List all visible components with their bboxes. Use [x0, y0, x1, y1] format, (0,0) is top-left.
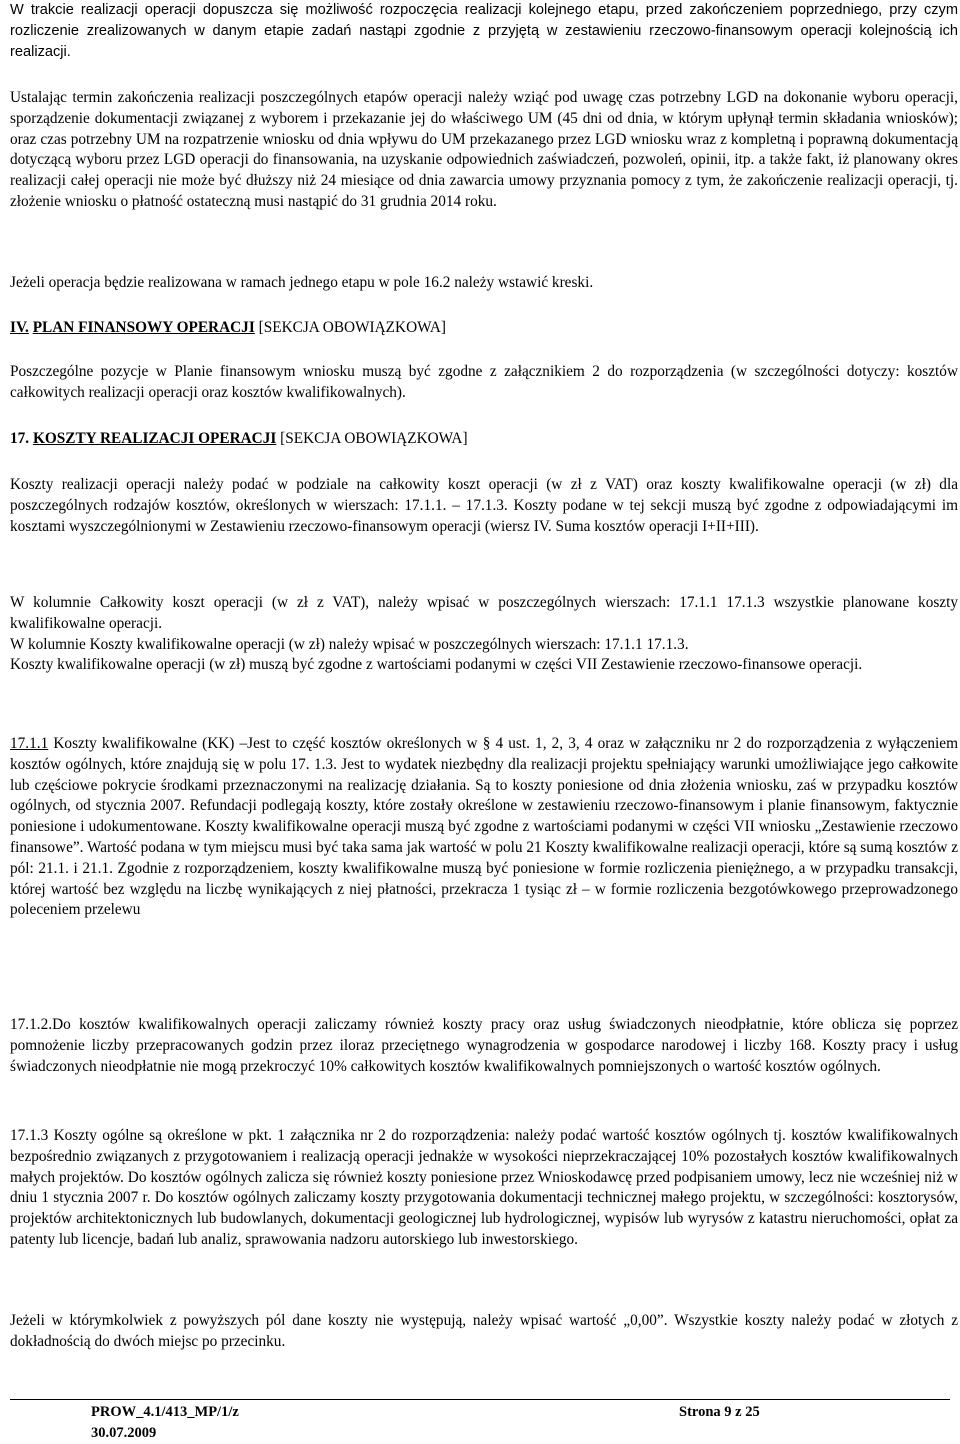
section-iv-tag: [SEKCJA OBOWIĄZKOWA] — [254, 319, 446, 336]
item-17-1-1-text: Koszty kwalifikowalne (KK) –Jest to część kosztów określonych w § 4 ust. 1, 2, 3, 4 oraz w załączniku nr 2 do rozporządzenia z wyłączeniem kosztów ogólnych, które znajdują się w polu 17. 1.3. Jest to wydatek niezbędny dla realizacji projektu spełniający warunki umożliwiające jego całkowite lub częściowe pokrycie środkami przeznaczonymi na realizację działania. Są to koszty poniesione od dnia złożenia wniosku, zaś w przypadku kosztów ogólnych, od stycznia 2007. Refundacji podlegają koszty, które zostały określone w zestawieniu rzeczowo-finansowym i planie finansowym, faktycznie poniesione i udokumentowane. Koszty kwalifikowalne operacji muszą być zgodne z wartościami podanymi w części VII wniosku „Zestawienie rzeczowo finansowe”. Wartość podana w tym miejscu musi być taka sama jak wartość w polu 21 Koszty kwalifikowalne realizacji operacji, które są sumą kosztów z pól: 21.1. i 21.1. Zgodnie z rozporządzeniem, koszty kwalifikowalne muszą być poniesione w formie rozliczenia pieniężnego, a w przypadku transakcji, której wartość bez względu na liczbę wynikających z niej płatności, przekracza 1 tysiąc zł – w formie rozliczenia bezgotówkowego przeprowadzonego poleceniem przelewu — [10, 735, 958, 919]
intro-paragraph: W trakcie realizacji operacji dopuszcza się możliwość rozpoczęcia realizacji kolejnego etapu, przed zakończeniem poprzedniego, przy czym rozliczenie zrealizowanych w danym etapie zadań nastąpi zgodnie z przyjętą w zestawieniu rzeczowo-finansowym operacji kolejnością ich realizacji. — [10, 2, 958, 60]
section-iv-number: IV. — [10, 319, 29, 336]
section-17-tag: [SEKCJA OBOWIĄZKOWA] — [276, 430, 468, 447]
single-stage-note: Jeżeli operacja będzie realizowana w ramach jednego etapu w pole 16.2 należy wstawić kreski. — [10, 274, 594, 291]
section-iv-title: PLAN FINANSOWY OPERACJI — [32, 319, 255, 336]
columns-total-cost: W kolumnie Całkowity koszt operacji (w zł z VAT), należy wpisać w poszczególnych wierszach: 17.1.1 17.1.3 wszystkie planowane koszty kwalifikowalne operacji. — [10, 594, 958, 632]
deadline-paragraph: Ustalając termin zakończenia realizacji poszczególnych etapów operacji należy wziąć pod uwagę czas potrzebny LGD na dokonanie wyboru operacji, sporządzenie dokumentacji związanej z wyborem i przekazanie jej do właściwego UM (45 dni od dnia, w którym upłynął termin składania wniosków); oraz czas potrzebny UM na rozpatrzenie wniosku od dnia wpływu do UM przekazanego przez LGD wniosku wraz z kompletną i poprawną dokumentacją dotyczącą wyboru przez LGD operacji do finansowania, na uzyskanie odpowiednich zaświadczeń, pozwoleń, opinii, itp. a także fakt, iż planowany okres realizacji całej operacji nie może być dłuższy niż 24 miesiące od dnia zawarcia umowy przyznania pomocy z tym, że zakończenie realizacji operacji, tj. złożenie wniosku o płatność ostateczną musi nastąpić do 31 grudnia 2014 roku. — [10, 89, 958, 210]
columns-eligible-note: Koszty kwalifikowalne operacji (w zł) muszą być zgodne z wartościami podanymi w części VII Zestawienie rzeczowo-finansowe operacji. — [10, 656, 863, 674]
section-17-body: Koszty realizacji operacji należy podać w podziale na całkowity koszt operacji (w zł z VAT) oraz koszty kwalifikowalne operacji (w zł) dla poszczególnych rodzajów kosztów, określonych w wierszach: 17.1.1. – 17.1.3. Koszty podane w tej sekcji muszą być zgodne z odpowiadającymi im kosztami wyszczególnionymi w Zestawieniu rzeczowo-finansowym operacji (wiersz IV. Suma kosztów operacji I+II+III). — [10, 476, 958, 535]
columns-eligible-cost: W kolumnie Koszty kwalifikowalne operacji (w zł) należy wpisać w poszczególnych wierszach: 17.1.1 17.1.3. — [10, 635, 689, 653]
footer-rule — [10, 1399, 950, 1400]
section-iv-heading — [10, 318, 958, 339]
zero-value-note: Jeżeli w którymkolwiek z powyższych pól dane koszty nie występują, należy wpisać wartość „0,00”. Wszystkie koszty należy podać w złotych z dokładnością do dwóch miejsc po przecinku. — [10, 1312, 958, 1350]
footer-page-number: Strona 9 z 25 — [679, 1404, 760, 1420]
item-17-1-1-number: 17.1.1 — [10, 735, 49, 752]
footer-date: 30.07.2009 — [91, 1425, 157, 1441]
columns-paragraph — [10, 593, 958, 676]
section-iv-body: Poszczególne pozycje w Planie finansowym wniosku muszą być zgodne z załącznikiem 2 do rozporządzenia (w szczególności dotyczy: kosztów całkowitych realizacji operacji oraz kosztów kwalifikowalnych). — [10, 363, 958, 401]
item-17-1-3: 17.1.3 Koszty ogólne są określone w pkt. 1 załącznika nr 2 do rozporządzenia: należy podać wartość kosztów ogólnych tj. kosztów kwalifikowalnych bezpośrednio związanych z przygotowaniem i realizacją operacji jednakże w wysokości nieprzekraczającej 10% pozostałych kosztów kwalifikowalnych małych projektów. Do kosztów ogólnych zalicza się również koszty poniesione przez Wnioskodawcę przed podpisaniem umowy, lecz nie wcześniej niż w dniu 1 stycznia 2007 r. Do kosztów ogólnych zaliczamy koszty przygotowania dokumentacji technicznej małego projektu, w szczególności: kosztorysów, projektów architektonicznych lub budowlanych, dokumentacji geologicznej lub hydrologicznej, wypisów lub wyrysów z katastru nieruchomości, opłat za patenty lub licencje, badań lub analiz, sprawowania nadzoru autorskiego lub inwestorskiego. — [10, 1127, 958, 1248]
section-17-heading — [10, 429, 958, 450]
footer-doc-id: PROW_4.1/413_MP/1/z — [91, 1404, 239, 1420]
item-17-1-1 — [10, 734, 958, 921]
section-17-number: 17. — [10, 430, 30, 447]
item-17-1-2: 17.1.2.Do kosztów kwalifikowalnych operacji zaliczamy również koszty pracy oraz usług świadczonych nieodpłatnie, które oblicza się poprzez pomnożenie liczby przepracowanych godzin przez iloraz przeciętnego wynagrodzenia w gospodarce narodowej i liczby 168. Koszty pracy i usług świadczonych nieodpłatnie nie mogą przekroczyć 10% całkowitych kosztów kwalifikowalnych pomniejszonych o wartość kosztów ogólnych. — [10, 1016, 958, 1075]
section-17-title: KOSZTY REALIZACJI OPERACJI — [32, 430, 277, 447]
